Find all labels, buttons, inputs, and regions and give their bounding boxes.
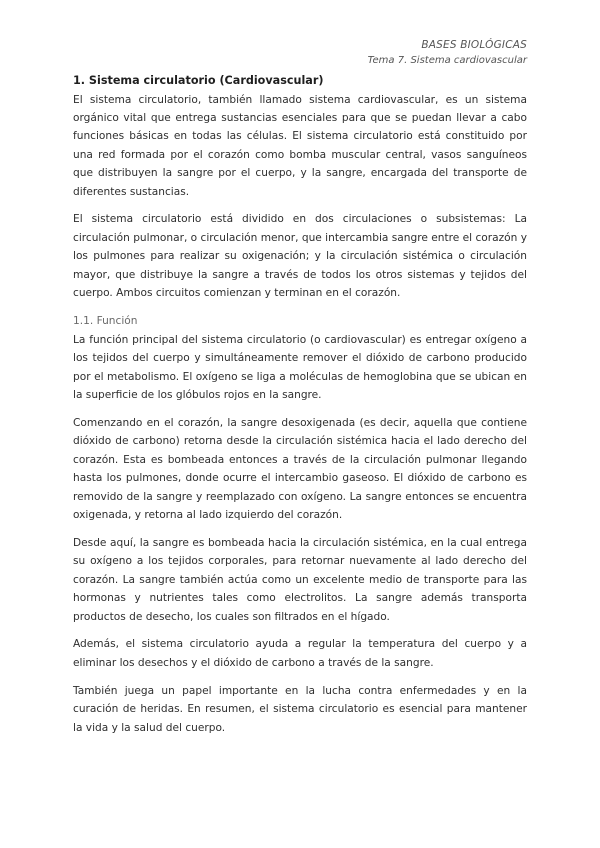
header-topic: Tema 7. Sistema cardiovascular: [367, 55, 527, 66]
paragraph: El sistema circulatorio está dividido en dos circulaciones o subsistemas: La circulación pulmonar, o circulación menor, que intercambia sangre entre el corazón y los pulmones para realizar su oxigenación; y la circulación sistémica o circulación mayor, que distribuye la sangre a través de todos los otros sistemas y tejidos del cuerpo. Ambos circuitos comienzan y terminan en el corazón.: [73, 213, 528, 300]
document-body: [73, 72, 527, 737]
paragraph: El sistema circulatorio, también llamado sistema cardiovascular, es un sistema orgánico vital que entrega sustancias esenciales para que se puedan llevar a cabo funciones básicas en todas las células. El sistema circulatorio está constituido por una red formada por el corazón como bomba muscular central, vasos sanguíneos que distribuyen la sangre por el cuerpo, y la sangre, encargada del transporte de diferentes sustancias.: [73, 93, 527, 198]
subsection-title: 1.1. Función: [73, 315, 138, 328]
paragraph: Además, el sistema circulatorio ayuda a regular la temperatura del cuerpo y a eliminar los desechos y el dióxido de carbono a través de la sangre.: [73, 638, 527, 669]
section-title: 1. Sistema circulatorio (Cardiovascular): [73, 74, 324, 87]
paragraph: La función principal del sistema circulatorio (o cardiovascular) es entregar oxígeno a los tejidos del cuerpo y simultáneamente remover el dióxido de carbono producido por el metabolismo. El oxígeno se liga a moléculas de hemoglobina que se ubican en la superficie de los glóbulos rojos en la sangre.: [73, 333, 527, 402]
paragraph: También juega un papel importante en la lucha contra enfermedades y en la curación de heridas. En resumen, el sistema circulatorio es esencial para mantener la vida y la salud del cuerpo.: [73, 684, 527, 734]
paragraph: Comenzando en el corazón, la sangre desoxigenada (es decir, aquella que contiene dióxido de carbono) retorna desde la circulación sistémica hacia el lado derecho del corazón. Esta es bombeada entonces a través de la circulación pulmonar llegando hasta los pulmones, donde ocurre el intercambio gaseoso. El dióxido de carbono es removido de la sangre y reemplazado con oxígeno. La sangre entonces se encuentra oxigenada, y retorna al lado izquierdo del corazón.: [73, 417, 527, 522]
paragraph: Desde aquí, la sangre es bombeada hacia la circulación sistémica, en la cual entrega su oxígeno a los tejidos corporales, para retornar nuevamente al lado derecho del corazón. La sangre también actúa como un excelente medio de transporte para las hormonas y nutrientes tales como electrolitos. La sangre además transporta productos de desecho, los cuales son filtrados en el hígado.: [73, 536, 527, 623]
running-header: [368, 37, 527, 69]
header-course: BASES BIOLÓGICAS: [421, 39, 527, 51]
